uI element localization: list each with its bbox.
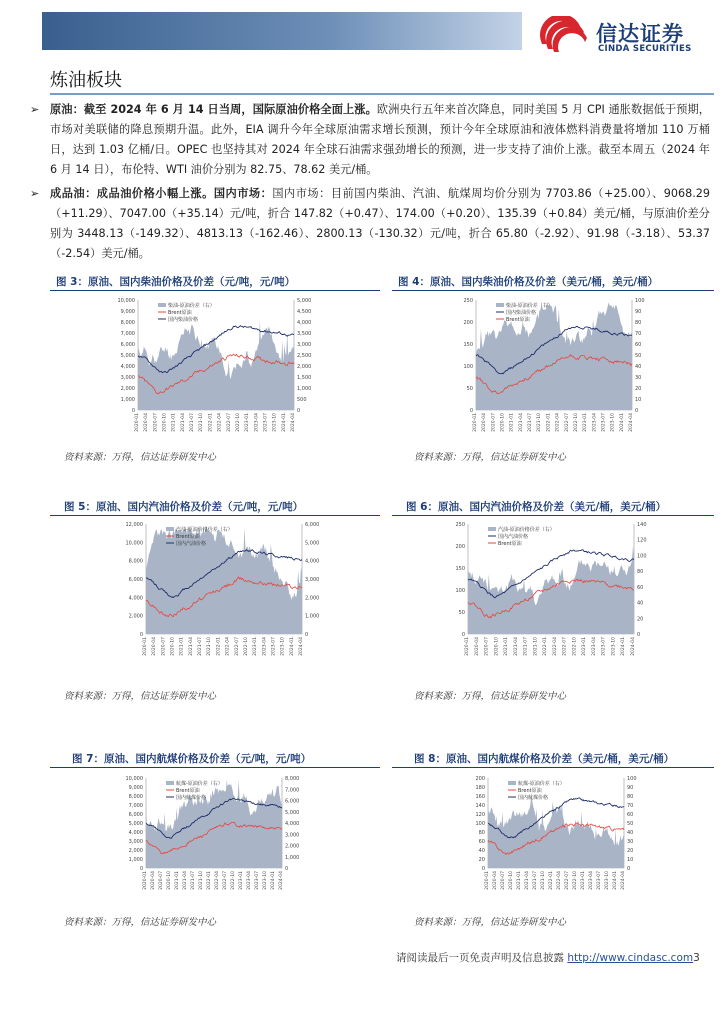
legend-swatch xyxy=(496,303,504,307)
figure-7-source: 资料来源：万得，信达证券研发中心 xyxy=(64,917,217,928)
right-tick-label: 80 xyxy=(627,794,634,800)
left-tick-label: 9,000 xyxy=(128,785,143,791)
left-tick-label: 0 xyxy=(139,632,143,638)
right-tick-label: 0 xyxy=(635,408,639,414)
right-tick-label: 5,000 xyxy=(305,540,320,547)
left-tick-label: 0 xyxy=(139,866,143,872)
left-tick-label: 3,000 xyxy=(128,839,143,845)
right-tick-label: 50 xyxy=(635,353,642,359)
spread-area xyxy=(138,321,294,410)
right-tick-label: 8,000 xyxy=(285,776,300,782)
x-tick-label: 2022-10 xyxy=(231,871,236,890)
x-tick-label: 2020-10 xyxy=(494,637,500,656)
legend-label: Brent原油 xyxy=(176,788,200,794)
x-tick-label: 2020-07 xyxy=(153,413,159,432)
spread-area xyxy=(488,792,624,868)
x-tick-label: 2022-07 xyxy=(234,637,240,656)
x-tick-label: 2020-04 xyxy=(493,871,498,890)
x-tick-label: 2020-01 xyxy=(143,637,148,656)
right-tick-label: 100 xyxy=(635,298,645,304)
x-tick-label: 2020-10 xyxy=(170,637,176,656)
figure-7-title: 图 7：原油、国内航煤价格及价差（元/吨，元/吨） xyxy=(72,753,312,765)
x-tick-label: 2020-01 xyxy=(135,413,140,432)
x-tick-label: 2022-01 xyxy=(549,871,554,890)
left-tick-label: 7,000 xyxy=(120,331,135,337)
x-tick-label: 2021-01 xyxy=(517,871,522,890)
figure-8-source: 资料来源：万得，信达证券研发中心 xyxy=(414,917,567,928)
legend-label: 航煤-原油价差（右） xyxy=(518,781,565,787)
legend-label: Brent原油 xyxy=(518,788,542,794)
left-tick-label: 80 xyxy=(478,830,485,836)
right-tick-label: 0 xyxy=(305,632,309,638)
left-tick-label: 10,000 xyxy=(125,540,143,547)
right-tick-label: 60 xyxy=(637,584,644,591)
x-tick-label: 2020-07 xyxy=(161,637,167,656)
x-tick-label: 2021-01 xyxy=(175,871,180,890)
x-tick-label: 2022-07 xyxy=(564,413,570,432)
arrow-bullet-icon: ➢ xyxy=(30,103,40,116)
right-tick-label: 1,000 xyxy=(297,386,312,392)
legend-swatch xyxy=(166,527,174,531)
right-tick-label: 4,000 xyxy=(285,821,300,827)
x-tick-label: 2022-04 xyxy=(225,637,231,656)
x-tick-label: 2020-10 xyxy=(509,871,514,890)
legend-swatch xyxy=(508,781,516,785)
x-tick-label: 2021-10 xyxy=(541,871,546,890)
x-tick-label: 2024-01 xyxy=(281,413,287,432)
legend-label: Brent原油 xyxy=(498,541,522,547)
x-tick-label: 2021-01 xyxy=(509,413,515,432)
x-tick-label: 2021-07 xyxy=(190,413,196,432)
legend-label: 汽油-原油价格价差（右） xyxy=(176,527,233,533)
right-tick-label: 120 xyxy=(637,537,647,544)
x-tick-label: 2020-10 xyxy=(162,413,168,432)
right-tick-label: 0 xyxy=(627,866,631,872)
paragraph-refined-oil xyxy=(30,184,710,264)
x-tick-label: 2023-10 xyxy=(610,413,616,432)
legend-label: 国内柴油价格 xyxy=(168,317,199,323)
x-tick-label: 2021-10 xyxy=(199,871,204,890)
x-tick-label: 2020-04 xyxy=(152,637,158,656)
x-tick-label: 2021-10 xyxy=(537,413,543,432)
disclaimer-text: 请阅读最后一页免责声明及信息披露 xyxy=(396,952,568,964)
left-tick-label: 0 xyxy=(131,408,135,414)
figure-4-title: 图 4：原油、国内柴油价格及价差（美元/桶，美元/桶） xyxy=(398,276,659,288)
right-tick-label: 10 xyxy=(627,857,634,863)
x-tick-label: 2023-10 xyxy=(263,871,268,890)
right-tick-label: 2,000 xyxy=(305,595,320,602)
legend-swatch xyxy=(488,527,496,531)
x-tick-label: 2024-04 xyxy=(299,637,304,656)
left-tick-label: 4,000 xyxy=(128,830,143,836)
spread-area xyxy=(146,526,302,634)
x-tick-label: 2024-04 xyxy=(279,871,284,890)
left-tick-label: 250 xyxy=(463,298,473,304)
x-tick-label: 2020-07 xyxy=(501,871,506,890)
left-tick-label: 2,000 xyxy=(128,848,143,854)
x-tick-label: 2023-04 xyxy=(262,637,268,656)
x-tick-label: 2023-07 xyxy=(271,637,277,656)
left-tick-label: 180 xyxy=(475,785,485,791)
legend-swatch xyxy=(166,781,174,785)
x-tick-label: 2023-10 xyxy=(280,637,286,656)
left-tick-label: 3,000 xyxy=(120,375,135,381)
page-number: 3 xyxy=(693,952,700,964)
right-tick-label: 6,000 xyxy=(305,522,320,528)
figure-5-title: 图 5：原油、国内汽油价格及价差（元/吨，元/吨） xyxy=(64,501,304,513)
legend-label: 国内航煤价格 xyxy=(518,795,549,801)
x-tick-label: 2020-01 xyxy=(473,413,478,432)
left-tick-label: 0 xyxy=(461,632,465,638)
figure-5-source: 资料来源：万得，信达证券研发中心 xyxy=(64,691,217,702)
figure-6-title: 图 6：原油、国内汽油价格及价差（美元/桶，美元/桶） xyxy=(406,501,667,513)
x-tick-label: 2021-07 xyxy=(191,871,196,890)
right-tick-label: 4,000 xyxy=(297,320,312,326)
x-tick-label: 2021-10 xyxy=(199,413,205,432)
left-tick-label: 5,000 xyxy=(120,353,135,359)
x-tick-label: 2021-01 xyxy=(504,637,510,656)
x-tick-label: 2022-10 xyxy=(243,637,249,656)
right-tick-label: 40 xyxy=(635,364,642,370)
x-tick-label: 2022-01 xyxy=(543,637,549,656)
spread-area xyxy=(476,302,632,410)
x-tick-label: 2023-01 xyxy=(582,637,588,656)
x-tick-label: 2020-07 xyxy=(159,871,164,890)
left-tick-label: 6,000 xyxy=(120,342,135,348)
left-tick-label: 1,000 xyxy=(128,857,143,863)
left-tick-label: 100 xyxy=(455,588,465,594)
x-tick-label: 2022-04 xyxy=(217,413,223,432)
left-tick-label: 10,000 xyxy=(125,776,143,782)
legend-label: Brent原油 xyxy=(176,534,200,540)
x-tick-label: 2024-04 xyxy=(631,637,636,656)
x-tick-label: 2022-07 xyxy=(223,871,228,890)
left-tick-label: 160 xyxy=(475,794,485,800)
x-tick-label: 2023-07 xyxy=(263,413,269,432)
figure-4-chart xyxy=(448,294,658,444)
cinda-logo-icon xyxy=(532,16,592,54)
x-tick-label: 2022-04 xyxy=(557,871,562,890)
legend-label: 国内汽油价格 xyxy=(498,534,529,540)
right-tick-label: 500 xyxy=(297,397,307,403)
left-tick-label: 100 xyxy=(475,821,485,827)
figure-3-chart xyxy=(110,294,320,444)
legend-label: Brent原油 xyxy=(168,310,192,316)
legend-label: 柴油-原油价差（右） xyxy=(506,303,553,309)
right-tick-label: 2,500 xyxy=(297,353,312,359)
left-tick-label: 50 xyxy=(466,386,473,392)
legend-label: 国内汽油价格 xyxy=(176,541,207,547)
right-tick-label: 100 xyxy=(627,776,637,782)
right-tick-label: 80 xyxy=(635,320,642,326)
left-tick-label: 8,000 xyxy=(128,558,143,565)
x-tick-label: 2021-04 xyxy=(183,871,188,890)
website-link[interactable]: http://www.cindasc.com xyxy=(567,952,694,964)
left-tick-label: 1,000 xyxy=(120,397,135,403)
left-tick-label: 120 xyxy=(475,812,485,818)
x-tick-label: 2020-10 xyxy=(167,871,172,890)
left-tick-label: 250 xyxy=(455,522,465,528)
left-tick-label: 0 xyxy=(481,866,485,872)
x-tick-label: 2023-07 xyxy=(597,871,602,890)
legend-label: 国内柴油价格 xyxy=(506,310,537,316)
left-tick-label: 8,000 xyxy=(120,320,135,326)
x-tick-label: 2022-10 xyxy=(573,871,578,890)
x-tick-label: 2020-04 xyxy=(144,413,150,432)
x-tick-label: 2020-10 xyxy=(500,413,506,432)
x-tick-label: 2024-04 xyxy=(621,871,626,890)
x-tick-label: 2022-01 xyxy=(216,637,222,656)
x-tick-label: 2022-10 xyxy=(235,413,241,432)
x-tick-label: 2024-01 xyxy=(613,871,618,890)
x-tick-label: 2020-01 xyxy=(485,871,490,890)
figure-7-chart xyxy=(118,772,308,902)
legend-label: 国内航煤价格 xyxy=(176,795,207,801)
figure-8-chart xyxy=(460,772,650,902)
spread-area xyxy=(468,546,634,634)
x-tick-label: 2021-10 xyxy=(207,637,213,656)
right-tick-label: 4,500 xyxy=(297,309,312,315)
x-tick-label: 2022-01 xyxy=(208,413,214,432)
logo-chinese-name: 信达证券 xyxy=(596,22,684,46)
right-tick-label: 100 xyxy=(637,553,647,560)
figure-6-rule xyxy=(392,515,714,516)
figure-3-rule xyxy=(50,290,380,291)
x-tick-label: 2022-10 xyxy=(573,413,579,432)
figure-4-source: 资料来源：万得，信达证券研发中心 xyxy=(414,452,567,463)
x-tick-label: 2021-04 xyxy=(518,413,524,432)
x-tick-label: 2021-04 xyxy=(513,637,519,656)
right-tick-label: 5,000 xyxy=(297,298,312,304)
right-tick-label: 3,000 xyxy=(305,577,320,583)
paragraph-body: 国内市场：目前国内柴油、汽油、航煤周均价分别为 7703.86（+25.00）、9068.29（+11.29）、7047.00（+35.14）元/吨，折合 147.82（+0.47）、174.00（+0.20）、135.39（+0.84）美元/桶，与原油价差分别为 3448.13（-149.32）、4813.13（-162.46）、2800.13（-130.32）元/吨，折合 65.80（-2.92）、91.98（-3.18）、53.37（-2.54）美元/桶。 xyxy=(50,187,710,260)
spread-area xyxy=(146,780,282,868)
paragraph-lead: 原油：截至 2024 年 6 月 14 日当周，国际原油价格全面上涨。 xyxy=(50,103,377,116)
right-tick-label: 70 xyxy=(627,803,634,809)
x-tick-label: 2023-07 xyxy=(601,637,607,656)
x-tick-label: 2023-01 xyxy=(239,871,244,890)
right-tick-label: 60 xyxy=(635,342,642,348)
right-tick-label: 7,000 xyxy=(285,787,300,794)
x-tick-label: 2022-04 xyxy=(552,637,558,656)
x-tick-label: 2024-01 xyxy=(271,871,276,890)
x-tick-label: 2022-07 xyxy=(226,413,232,432)
x-tick-label: 2021-10 xyxy=(533,637,539,656)
x-tick-label: 2023-07 xyxy=(601,413,607,432)
x-tick-label: 2021-07 xyxy=(523,637,529,656)
page-footer xyxy=(396,950,700,965)
left-tick-label: 100 xyxy=(463,364,473,370)
figure-6-source: 资料来源：万得，信达证券研发中心 xyxy=(414,691,567,702)
right-tick-label: 140 xyxy=(637,522,647,528)
right-tick-label: 60 xyxy=(627,812,634,818)
right-tick-label: 1,500 xyxy=(297,375,312,381)
right-tick-label: 40 xyxy=(627,830,634,836)
x-tick-label: 2021-01 xyxy=(179,637,185,656)
x-tick-label: 2023-01 xyxy=(583,413,589,432)
right-tick-label: 0 xyxy=(285,866,289,872)
figure-3-title: 图 3：原油、国内柴油价格及价差（元/吨，元/吨） xyxy=(56,276,296,288)
right-tick-label: 40 xyxy=(637,600,644,607)
x-tick-label: 2021-04 xyxy=(188,637,194,656)
left-tick-label: 4,000 xyxy=(128,595,143,602)
left-tick-label: 5,000 xyxy=(128,821,143,827)
left-tick-label: 8,000 xyxy=(128,794,143,800)
section-title: 炼油板块 xyxy=(50,70,122,91)
x-tick-label: 2024-01 xyxy=(619,413,625,432)
right-tick-label: 1,000 xyxy=(305,613,320,620)
right-tick-label: 6,000 xyxy=(285,798,300,805)
left-tick-label: 50 xyxy=(458,610,465,616)
legend-label: 柴油-原油价差（右） xyxy=(168,303,215,309)
left-tick-label: 2,000 xyxy=(128,613,143,620)
company-logo xyxy=(532,16,712,56)
x-tick-label: 2024-01 xyxy=(621,637,627,656)
x-tick-label: 2020-04 xyxy=(482,413,488,432)
x-tick-label: 2020-01 xyxy=(465,637,470,656)
left-tick-label: 60 xyxy=(478,839,485,845)
x-tick-label: 2022-07 xyxy=(565,871,570,890)
left-tick-label: 200 xyxy=(455,544,465,550)
x-tick-label: 2020-07 xyxy=(491,413,497,432)
left-tick-label: 200 xyxy=(475,776,485,782)
x-tick-label: 2021-07 xyxy=(533,871,538,890)
right-tick-label: 80 xyxy=(637,569,644,576)
legend-label: 汽油-原油价格价差（右） xyxy=(498,527,555,533)
x-tick-label: 2023-10 xyxy=(611,637,617,656)
figure-5-rule xyxy=(50,515,380,516)
x-tick-label: 2020-07 xyxy=(484,637,490,656)
x-tick-label: 2021-04 xyxy=(180,413,186,432)
right-tick-label: 30 xyxy=(635,375,642,381)
right-tick-label: 30 xyxy=(627,839,634,845)
x-tick-label: 2023-10 xyxy=(272,413,278,432)
right-tick-label: 90 xyxy=(627,785,634,791)
right-tick-label: 20 xyxy=(635,386,642,392)
x-tick-label: 2023-04 xyxy=(247,871,252,890)
x-tick-label: 2021-07 xyxy=(528,413,534,432)
arrow-bullet-icon: ➢ xyxy=(30,187,40,200)
figure-4-rule xyxy=(392,290,714,291)
legend-swatch xyxy=(158,303,166,307)
x-tick-label: 2024-04 xyxy=(291,413,296,432)
right-tick-label: 3,500 xyxy=(297,331,312,337)
x-tick-label: 2023-01 xyxy=(245,413,251,432)
x-tick-label: 2024-04 xyxy=(629,413,634,432)
legend-label: Brent原油 xyxy=(506,317,530,323)
figure-6-chart xyxy=(440,518,660,668)
right-tick-label: 20 xyxy=(637,616,644,623)
x-tick-label: 2022-04 xyxy=(555,413,561,432)
right-tick-label: 3,000 xyxy=(285,832,300,839)
right-tick-label: 10 xyxy=(635,397,642,403)
x-tick-label: 2023-01 xyxy=(253,637,259,656)
paragraph-lead: 成品油：成品油价格小幅上涨。国内市场： xyxy=(50,187,273,200)
left-tick-label: 7,000 xyxy=(128,803,143,809)
figure-5-chart xyxy=(118,518,328,668)
legend-label: 航煤-原油价差（右） xyxy=(176,781,223,787)
left-tick-label: 20 xyxy=(478,857,485,863)
x-tick-label: 2023-07 xyxy=(255,871,260,890)
figure-8-rule xyxy=(392,767,714,768)
x-tick-label: 2023-04 xyxy=(589,871,594,890)
x-tick-label: 2023-04 xyxy=(254,413,260,432)
logo-english-name: CINDA SECURITIES xyxy=(598,44,692,54)
right-tick-label: 0 xyxy=(637,632,641,638)
right-tick-label: 1,000 xyxy=(285,854,300,861)
x-tick-label: 2020-01 xyxy=(143,871,148,890)
x-tick-label: 2022-01 xyxy=(207,871,212,890)
x-tick-label: 2022-04 xyxy=(215,871,220,890)
x-tick-label: 2021-01 xyxy=(171,413,177,432)
x-tick-label: 2022-07 xyxy=(562,637,568,656)
figure-7-rule xyxy=(50,767,380,768)
x-tick-label: 2020-04 xyxy=(151,871,156,890)
x-tick-label: 2024-01 xyxy=(289,637,295,656)
x-tick-label: 2021-04 xyxy=(525,871,530,890)
header-banner xyxy=(42,12,522,50)
paragraph-body: 欧洲央行五年来首次降息，同时美国 5 月 CPI 通胀数据低于预期，市场对美联储的降息预期升温。此外，EIA 调升今年全球原油需求增长预测，预计今年全球原油和液体燃料消费量将增加 110 万桶日，达到 1.03 亿桶/日。OPEC 也坚持其对 2024 年全球石油需求强劲增长的预测，进一步支持了油价上涨。截至本周五（2024 年 6 月 14 日），布伦特、WTI 油价分别为 82.75、78.62 美元/桶。 xyxy=(50,103,710,176)
left-tick-label: 150 xyxy=(463,342,473,348)
x-tick-label: 2022-01 xyxy=(546,413,552,432)
left-tick-label: 150 xyxy=(455,566,465,572)
left-tick-label: 10,000 xyxy=(117,298,135,304)
left-tick-label: 4,000 xyxy=(120,364,135,370)
x-tick-label: 2023-04 xyxy=(592,413,598,432)
right-tick-label: 3,000 xyxy=(297,342,312,348)
x-tick-label: 2023-01 xyxy=(581,871,586,890)
right-tick-label: 50 xyxy=(627,821,634,827)
figure-3-source: 资料来源：万得，信达证券研发中心 xyxy=(64,452,217,463)
x-tick-label: 2023-04 xyxy=(591,637,597,656)
right-tick-label: 90 xyxy=(635,309,642,315)
left-tick-label: 0 xyxy=(469,408,473,414)
x-tick-label: 2022-10 xyxy=(572,637,578,656)
right-tick-label: 2,000 xyxy=(297,364,312,370)
x-tick-label: 2021-07 xyxy=(198,637,204,656)
left-tick-label: 40 xyxy=(478,848,485,854)
x-tick-label: 2023-10 xyxy=(605,871,610,890)
left-tick-label: 140 xyxy=(475,803,485,809)
left-tick-label: 12,000 xyxy=(125,522,143,528)
title-divider xyxy=(50,93,714,95)
paragraph-crude-oil xyxy=(30,100,710,180)
left-tick-label: 2,000 xyxy=(120,386,135,392)
right-tick-label: 0 xyxy=(297,408,301,414)
right-tick-label: 5,000 xyxy=(285,809,300,816)
right-tick-label: 20 xyxy=(627,848,634,854)
figure-8-title: 图 8：原油、国内航煤价格及价差（美元/桶，美元/桶） xyxy=(414,753,675,765)
left-tick-label: 9,000 xyxy=(120,309,135,315)
left-tick-label: 6,000 xyxy=(128,812,143,818)
right-tick-label: 2,000 xyxy=(285,843,300,850)
right-tick-label: 70 xyxy=(635,331,642,337)
left-tick-label: 200 xyxy=(463,320,473,326)
left-tick-label: 6,000 xyxy=(128,577,143,583)
right-tick-label: 4,000 xyxy=(305,558,320,565)
x-tick-label: 2020-04 xyxy=(474,637,480,656)
